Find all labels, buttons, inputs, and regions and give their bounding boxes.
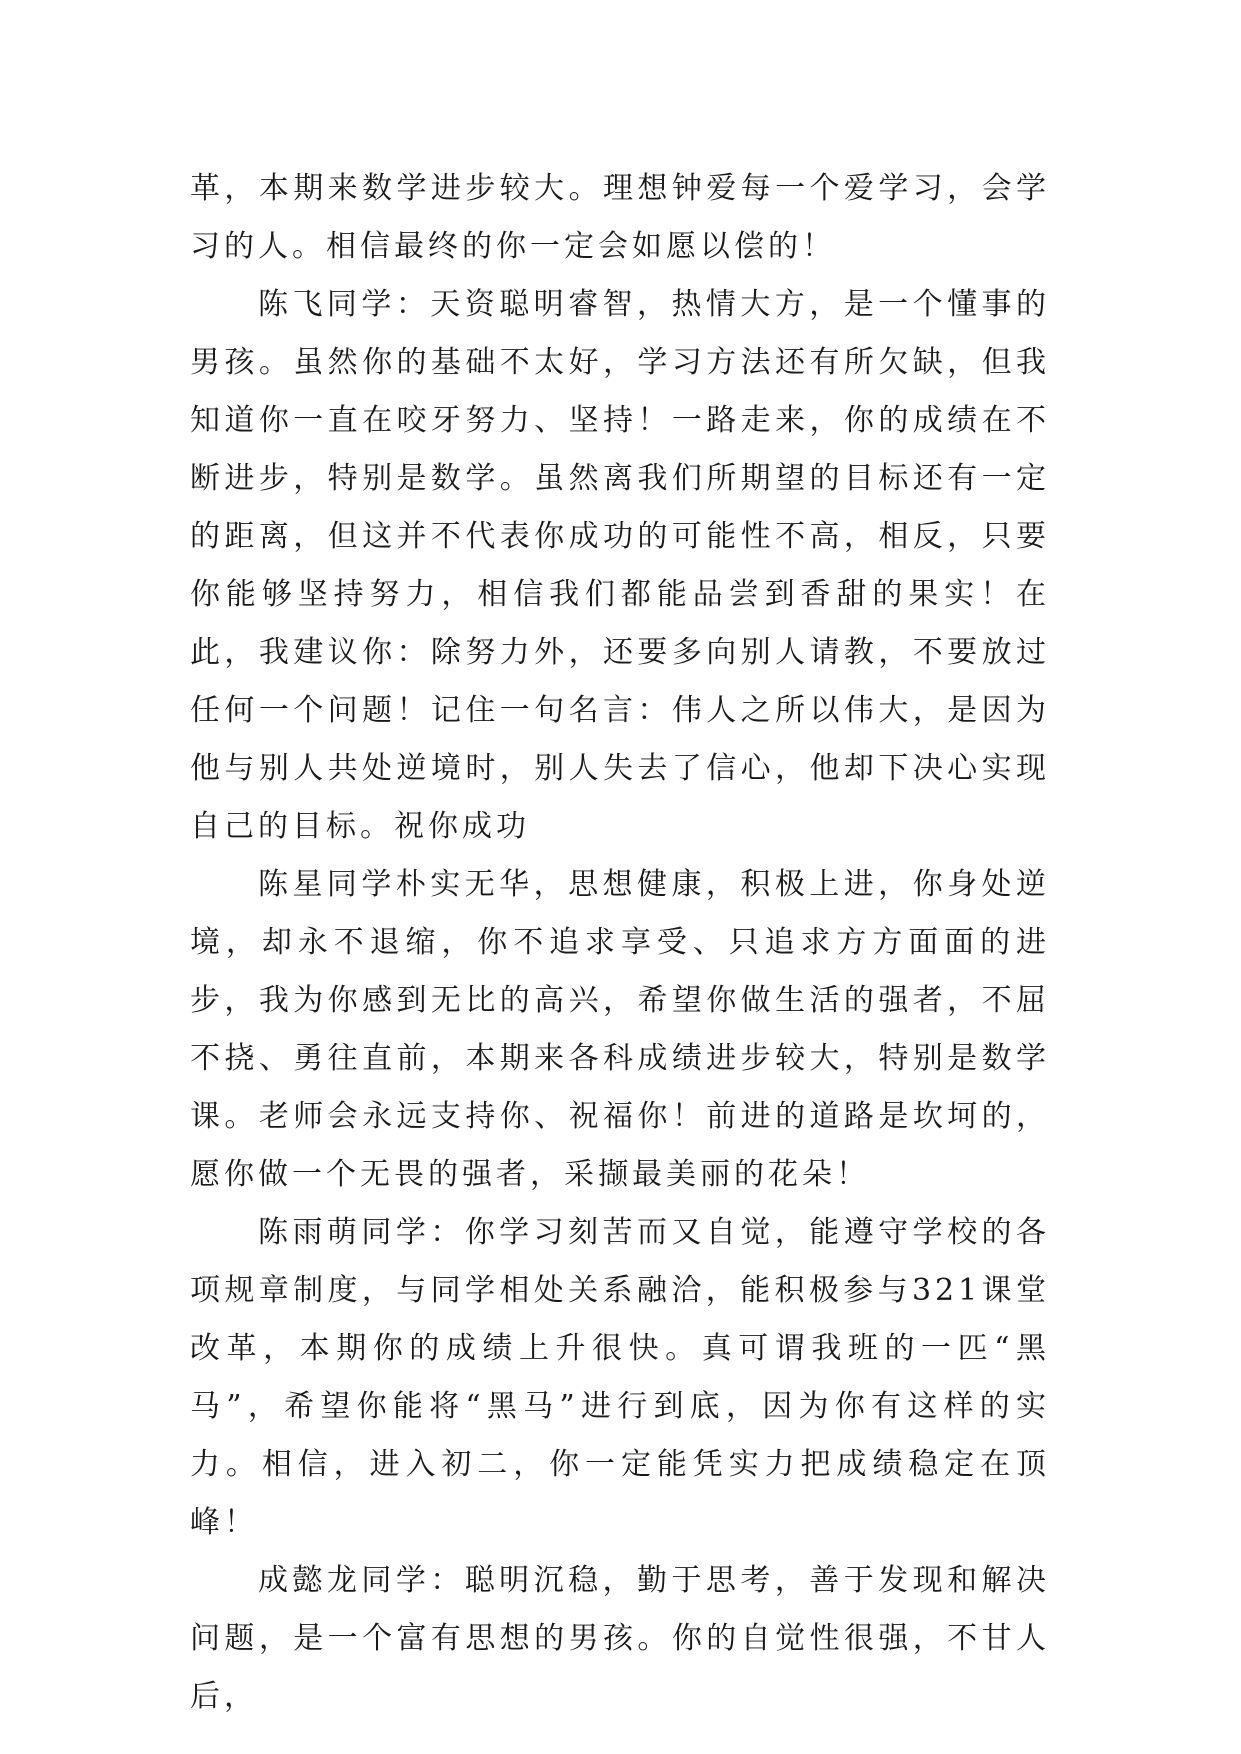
paragraph-continuation: 革，本期来数学进步较大。理想钟爱每一个爱学习，会学习的人。相信最终的你一定会如愿以偿的！ — [190, 171, 1050, 264]
paragraph-cheng-yilong: 成懿龙同学：聪明沉稳，勤于思考，善于发现和解决问题，是一个富有思想的男孩。你的自觉性很强，不甘人后， — [190, 1563, 1050, 1714]
paragraph-chen-xing: 陈星同学朴实无华，思想健康，积极上进，你身处逆境，却永不退缩，你不追求享受、只追求方方面面的进步，我为你感到无比的高兴，希望你做生活的强者，不屈不挠、勇往直前，本期来各科成绩进步较大，特别是数学课。老师会永远支持你、祝福你！前进的道路是坎坷的，愿你做一个无畏的强者，采撷最美丽的花朵！ — [190, 867, 1050, 1192]
paragraph-chen-fei: 陈飞同学：天资聪明睿智，热情大方，是一个懂事的男孩。虽然你的基础不太好，学习方法还有所欠缺，但我知道你一直在咬牙努力、坚持！一路走来，你的成绩在不断进步，特别是数学。虽然离我们所期望的目标还有一定的距离，但这并不代表你成功的可能性不高，相反，只要你能够坚持努力，相信我们都能品尝到香甜的果实！在此，我建议你：除努力外，还要多向别人请教，不要放过任何一个问题！记住一句名言：伟人之所以伟大，是因为他与别人共处逆境时，别人失去了信心，他却下决心实现自己的目标。祝你成功 — [190, 287, 1050, 844]
document-body — [190, 160, 1050, 1726]
paragraph-chen-yumeng: 陈雨萌同学：你学习刻苦而又自觉，能遵守学校的各项规章制度，与同学相处关系融洽，能积极参与321课堂改革，本期你的成绩上升很快。真可谓我班的一匹“黑马”，希望你能将“黑马”进行到底，因为你有这样的实力。相信，进入初二，你一定能凭实力把成绩稳定在顶峰！ — [190, 1215, 1050, 1540]
